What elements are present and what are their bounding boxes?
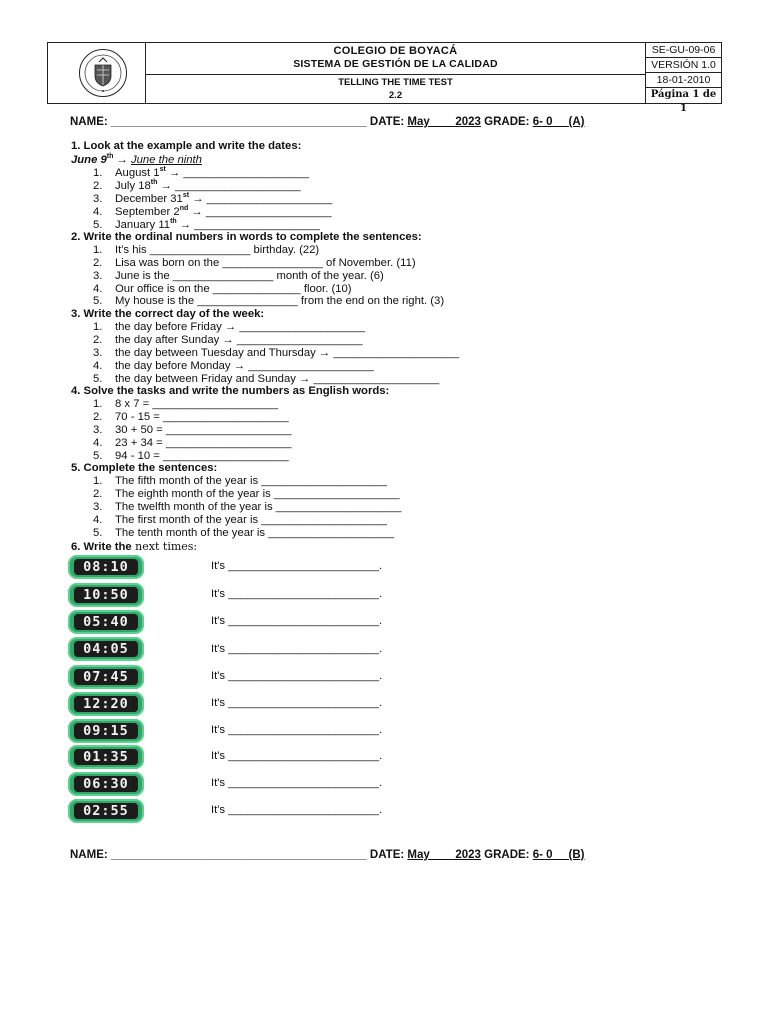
digital-clock: 09:15 [68,719,144,743]
list-item: 2. July 18th → ____________________ [93,179,301,192]
document-version: VERSIÓN 1.0 [646,58,721,73]
header-meta-cell [646,43,721,114]
list-item: 5. January 11th → ____________________ [93,218,320,231]
name-line-bottom [70,849,585,861]
digital-clock: 12:20 [68,692,144,716]
page-number: Página 1 de 1 [650,89,717,114]
answer-line[interactable]: It's ________________________. [211,670,383,682]
list-item[interactable]: 4. The first month of the year is ____________________ [93,514,387,526]
school-name: COLEGIO DE BOYACÁ [333,45,458,57]
digital-clock: 06:30 [68,772,144,796]
section-4-title: 4. Solve the tasks and write the numbers as English words: [71,385,390,397]
answer-line[interactable]: It's ________________________. [211,750,383,762]
list-item[interactable]: 1. the day before Friday → ____________________ [93,321,365,333]
header-title-cell [146,43,646,103]
date-label: DATE: [369,849,405,861]
grade-value: 6- 0__ (B) [532,849,585,861]
list-item[interactable]: 3. the day between Tuesday and Thursday → ____________________ [93,347,459,359]
document-date: 18-01-2010 [646,73,721,88]
answer-blank[interactable]: → ____________________ [157,179,301,192]
list-item[interactable]: 5. The tenth month of the year is ____________________ [93,527,394,539]
list-item[interactable]: 4. 23 + 34 = ____________________ [93,437,292,449]
list-item[interactable]: 4. the day before Monday → ____________________ [93,360,374,372]
digital-clock: 08:10 [68,555,144,579]
grade-value: 6- 0__ (A) [532,116,585,128]
answer-blank[interactable]: → ____________________ [165,166,310,179]
digital-clock: 10:50 [68,583,144,607]
list-item: 1. August 1st → ____________________ [93,166,310,179]
digital-clock: 02:55 [68,799,144,823]
name-line-top [70,116,585,128]
list-item[interactable]: 2. the day after Sunday → ____________________ [93,334,363,346]
digital-clock: 01:35 [68,745,144,769]
name-field[interactable]: NAME: ________________________________________ [70,849,367,861]
answer-line[interactable]: It's ________________________. [211,804,383,816]
section-6-title: 6. Write the next times: [71,540,198,553]
list-item[interactable]: 3. 30 + 50 = ____________________ [93,424,292,436]
example-answer: June the ninth [130,153,202,166]
example-arrow: → [113,153,131,166]
answer-line[interactable]: It's ________________________. [211,643,383,655]
answer-line[interactable]: It's ________________________. [211,588,383,600]
list-item[interactable]: 5. My house is the ________________ from the end on the right. (3) [93,295,445,307]
document-code: SE-GU-09-06 [646,43,721,58]
list-item: 3. December 31st → ____________________ [93,192,333,205]
answer-blank[interactable]: → ____________________ [189,192,333,205]
list-item[interactable]: 2. 70 - 15 = ____________________ [93,411,289,423]
list-item[interactable]: 1. 8 x 7 = ____________________ [93,398,279,410]
digital-clock: 07:45 [68,665,144,689]
section-1-example [71,153,202,166]
document-header [47,42,722,114]
answer-line[interactable]: It's ________________________. [211,777,383,789]
test-title: TELLING THE TIME TEST [338,77,453,88]
name-field[interactable]: NAME: ________________________________________ [70,116,367,128]
date-value: May____2023 [407,116,481,128]
quality-system: SISTEMA DE GESTIÓN DE LA CALIDAD [293,58,498,70]
test-number: 2.2 [388,90,403,101]
example-sup: th [106,153,114,160]
section-1-title: 1. Look at the example and write the dates: [71,140,302,152]
answer-blank[interactable]: → ____________________ [188,205,332,218]
logo-cell [48,43,146,103]
digital-clock: 04:05 [68,637,144,661]
grade-label: GRADE: [484,116,530,128]
answer-line[interactable]: It's ________________________. [211,560,383,572]
answer-blank[interactable]: → ____________________ [176,218,320,231]
digital-clock: 05:40 [68,610,144,634]
list-item[interactable]: 2. The eighth month of the year is ____________________ [93,488,400,500]
date-value: May____2023 [407,849,481,861]
list-item[interactable]: 2. Lisa was born on the ________________ of November. (11) [93,257,416,269]
list-item[interactable]: 5. 94 - 10 = ____________________ [93,450,289,462]
example-date: June 9 [71,153,107,166]
section-2-title: 2. Write the ordinal numbers in words to complete the sentences: [71,231,422,243]
answer-line[interactable]: It's ________________________. [211,615,383,627]
list-item[interactable]: 3. June is the ________________ month of the year. (6) [93,270,384,282]
date-label: DATE: [369,116,405,128]
list-item[interactable]: 5. the day between Friday and Sunday → ____________________ [93,373,440,385]
grade-label: GRADE: [484,849,530,861]
answer-line[interactable]: It's ________________________. [211,724,383,736]
list-item: 4. September 2nd → ____________________ [93,205,332,218]
list-item[interactable]: 4. Our office is on the ______________ floor. (10) [93,283,352,295]
school-seal-icon [78,48,128,98]
section-5-title: 5. Complete the sentences: [71,462,218,474]
answer-line[interactable]: It's ________________________. [211,697,383,709]
list-item[interactable]: 1. It's his ________________ birthday. (22) [93,244,320,256]
list-item[interactable]: 3. The twelfth month of the year is ____________________ [93,501,402,513]
section-3-title: 3. Write the correct day of the week: [71,308,265,320]
list-item[interactable]: 1. The fifth month of the year is ____________________ [93,475,387,487]
